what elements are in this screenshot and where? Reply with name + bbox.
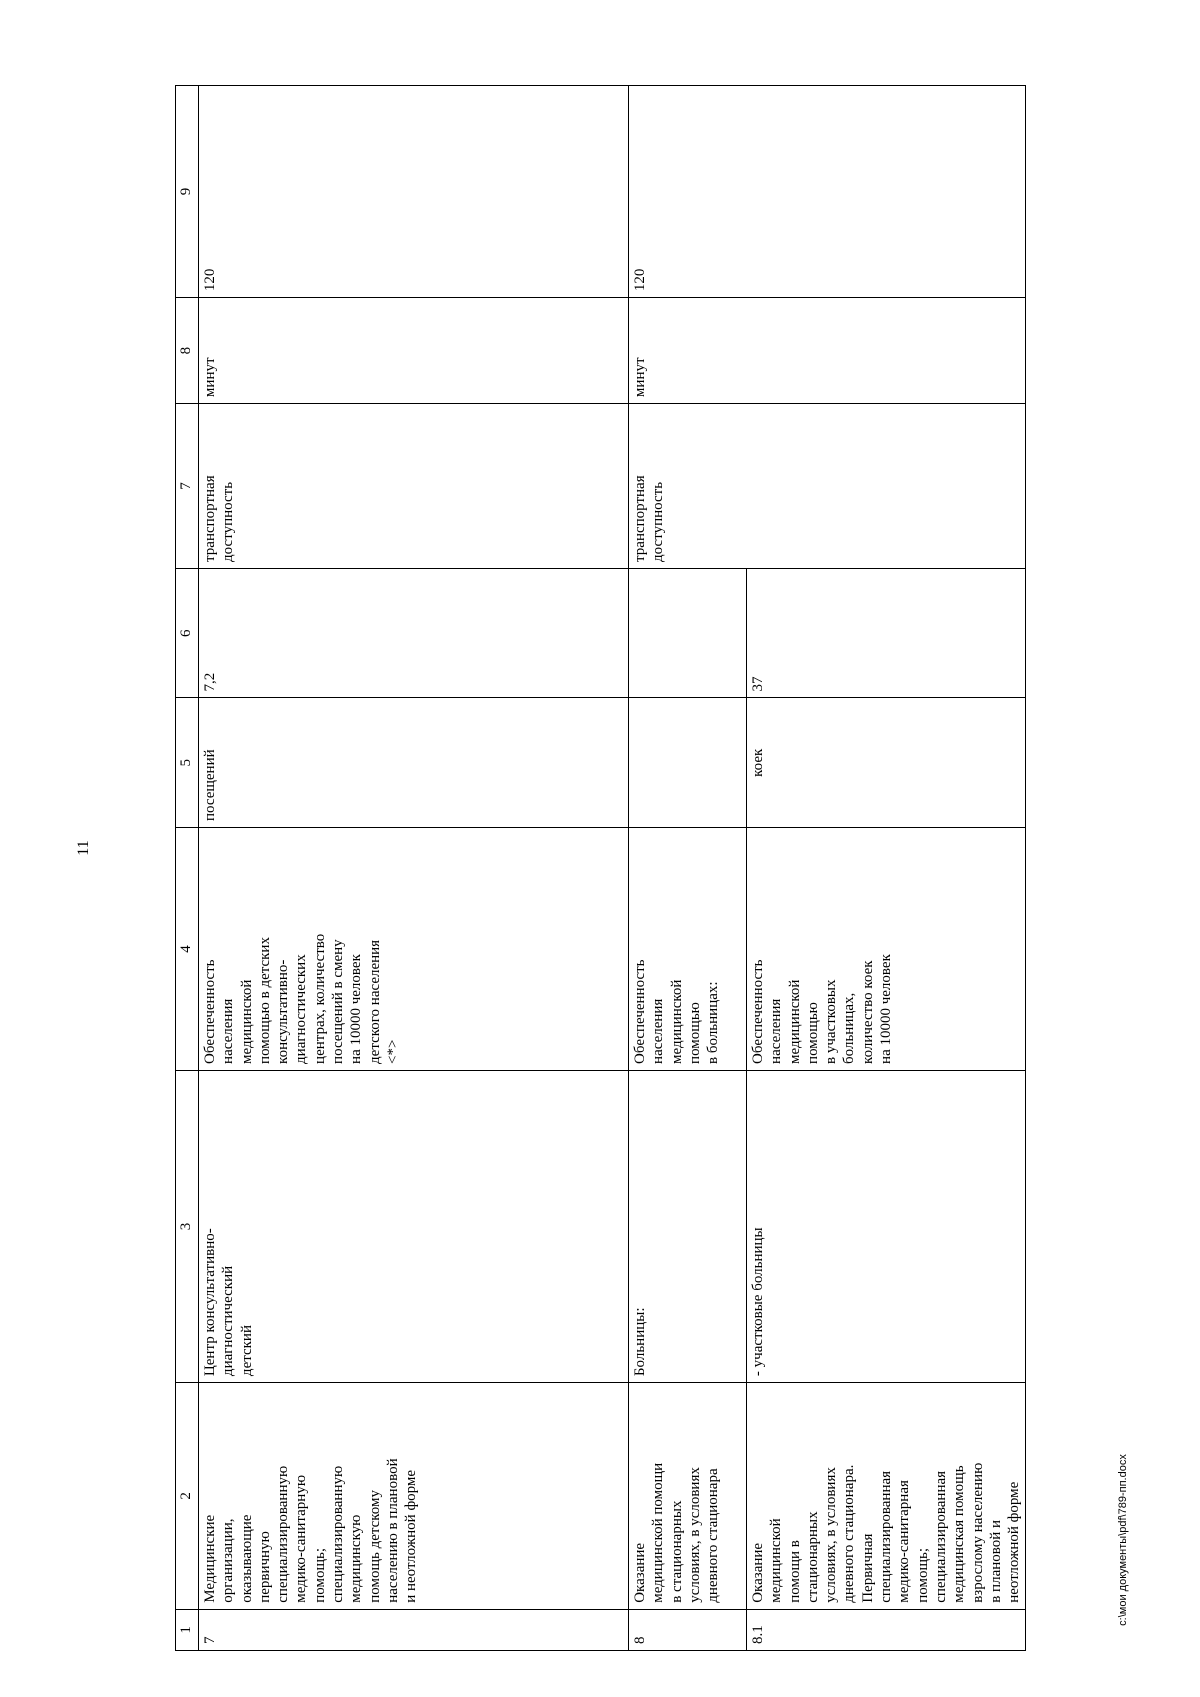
header-col-5: 5 [176,698,199,828]
header-col-3: 3 [176,1070,199,1382]
header-col-2: 2 [176,1383,199,1610]
table-container [175,85,1026,1651]
row-8-indicator: Обеспеченность населения медицинской помощью в больницах: [629,828,747,1071]
row-8-1-organization: Оказание медицинской помощи в стационарных условиях, в условиях дневного стационара. Первичная специализированная медико-санитарная помощь; специализированная медицинская помощь взрослому населению в плановой и неотложной форме [747,1383,1026,1610]
row-7-organization: Медицинские организации, оказывающие первичную специализированную медико-санитарную помощь; специализированную медицинскую помощь детскому населению в плановой и неотложной форме [199,1383,629,1610]
page-number: 11 [75,840,92,856]
row-8-1-facility: - участковые больницы [747,1070,1026,1382]
row-7-time-value: 120 [199,86,629,298]
row-8-time-value: 120 [629,86,1026,298]
row-8-1-number: 8.1 [747,1609,1026,1650]
header-col-1: 1 [176,1609,199,1650]
header-row [176,86,199,1651]
row-8-time-unit: минут [629,298,1026,404]
row-8-facility: Больницы: [629,1070,747,1382]
header-col-6: 6 [176,568,199,698]
row-7-indicator: Обеспеченность населения медицинской помощью в детских консультативно- диагностических центрах, количество посещений в смену на 10000 человек детского населения <*> [199,828,629,1071]
norms-table [175,85,1026,1651]
row-8-1-indicator: Обеспеченность населения медицинской помощью в участковых больницах, количество коек на 10000 человек [747,828,1026,1071]
row-8-number: 8 [629,1609,747,1650]
header-col-4: 4 [176,828,199,1071]
row-7-facility: Центр консультативно- диагностический детский [199,1070,629,1382]
row-8-1-value: 37 [747,568,1026,698]
row-7-unit: посещений [199,698,629,828]
header-col-9: 9 [176,86,199,298]
header-col-7: 7 [176,404,199,569]
footer-file-path: c:\мои документы\pdf\789-пп.docx [1117,1454,1129,1626]
row-7-number: 7 [199,1609,629,1650]
table-row [629,86,747,1651]
row-8-accessibility: транспортная доступность [629,404,1026,569]
row-8-value [629,568,747,698]
row-8-organization: Оказание медицинской помощи в стационарных условиях, в условиях дневного стационара [629,1383,747,1610]
table-row [199,86,629,1651]
row-8-1-unit: коек [747,698,1026,828]
row-7-value: 7,2 [199,568,629,698]
header-col-8: 8 [176,298,199,404]
row-7-accessibility: транспортная доступность [199,404,629,569]
row-7-time-unit: минут [199,298,629,404]
row-8-unit [629,698,747,828]
